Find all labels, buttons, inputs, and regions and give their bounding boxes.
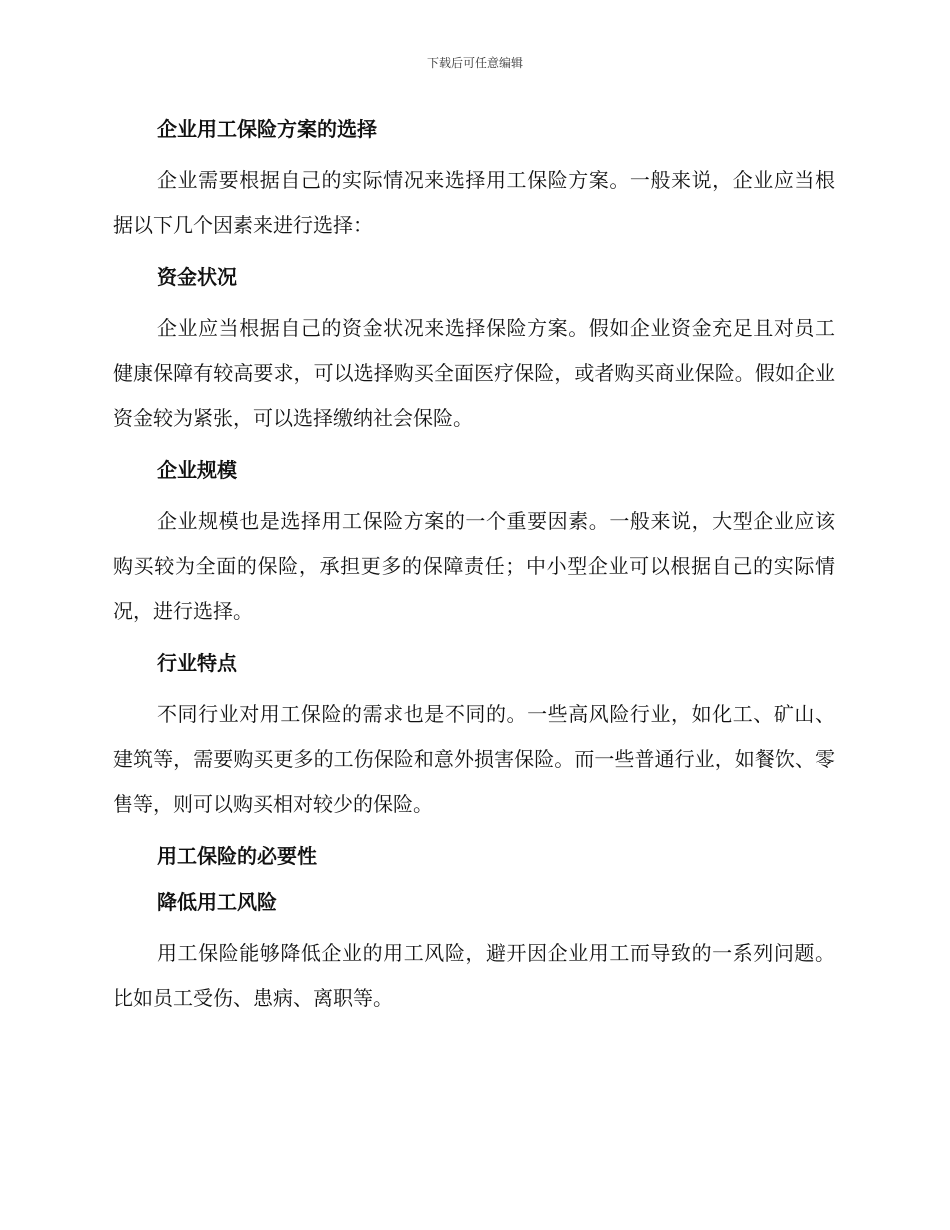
heading-reduce-risk: 降低用工风险 xyxy=(157,890,277,914)
heading-industry: 行业特点 xyxy=(157,651,237,675)
intro-paragraph: 企业需要根据自己的实际情况来选择用工保险方案。一般来说，企业应当根据以下几个因素来进行选择： xyxy=(113,168,835,237)
paragraph-scale: 企业规模也是选择用工保险方案的一个重要因素。一般来说，大型企业应该购买较为全面的保险，承担更多的保障责任；中小型企业可以根据自己的实际情况，进行选择。 xyxy=(113,509,835,623)
paragraph-funding: 企业应当根据自己的资金状况来选择保险方案。假如企业资金充足且对员工健康保障有较高要求，可以选择购买全面医疗保险，或者购买商业保险。假如企业资金较为紧张，可以选择缴纳社会保险。 xyxy=(113,316,835,430)
heading-scale: 企业规模 xyxy=(157,458,237,482)
heading-funding: 资金状况 xyxy=(157,265,237,289)
section-title-necessity: 用工保险的必要性 xyxy=(157,844,317,868)
section-title: 企业用工保险方案的选择 xyxy=(157,117,377,141)
paragraph-reduce-risk: 用工保险能够降低企业的用工风险，避开因企业用工而导致的一系列问题。比如员工受伤、患病、离职等。 xyxy=(113,941,835,1010)
page-header: 下载后可任意编辑 xyxy=(426,56,523,70)
paragraph-industry: 不同行业对用工保险的需求也是不同的。一些高风险行业，如化工、矿山、建筑等，需要购买更多的工伤保险和意外损害保险。而一些普通行业，如餐饮、零售等，则可以购买相对较少的保险。 xyxy=(113,702,835,816)
document-body xyxy=(113,112,835,1021)
